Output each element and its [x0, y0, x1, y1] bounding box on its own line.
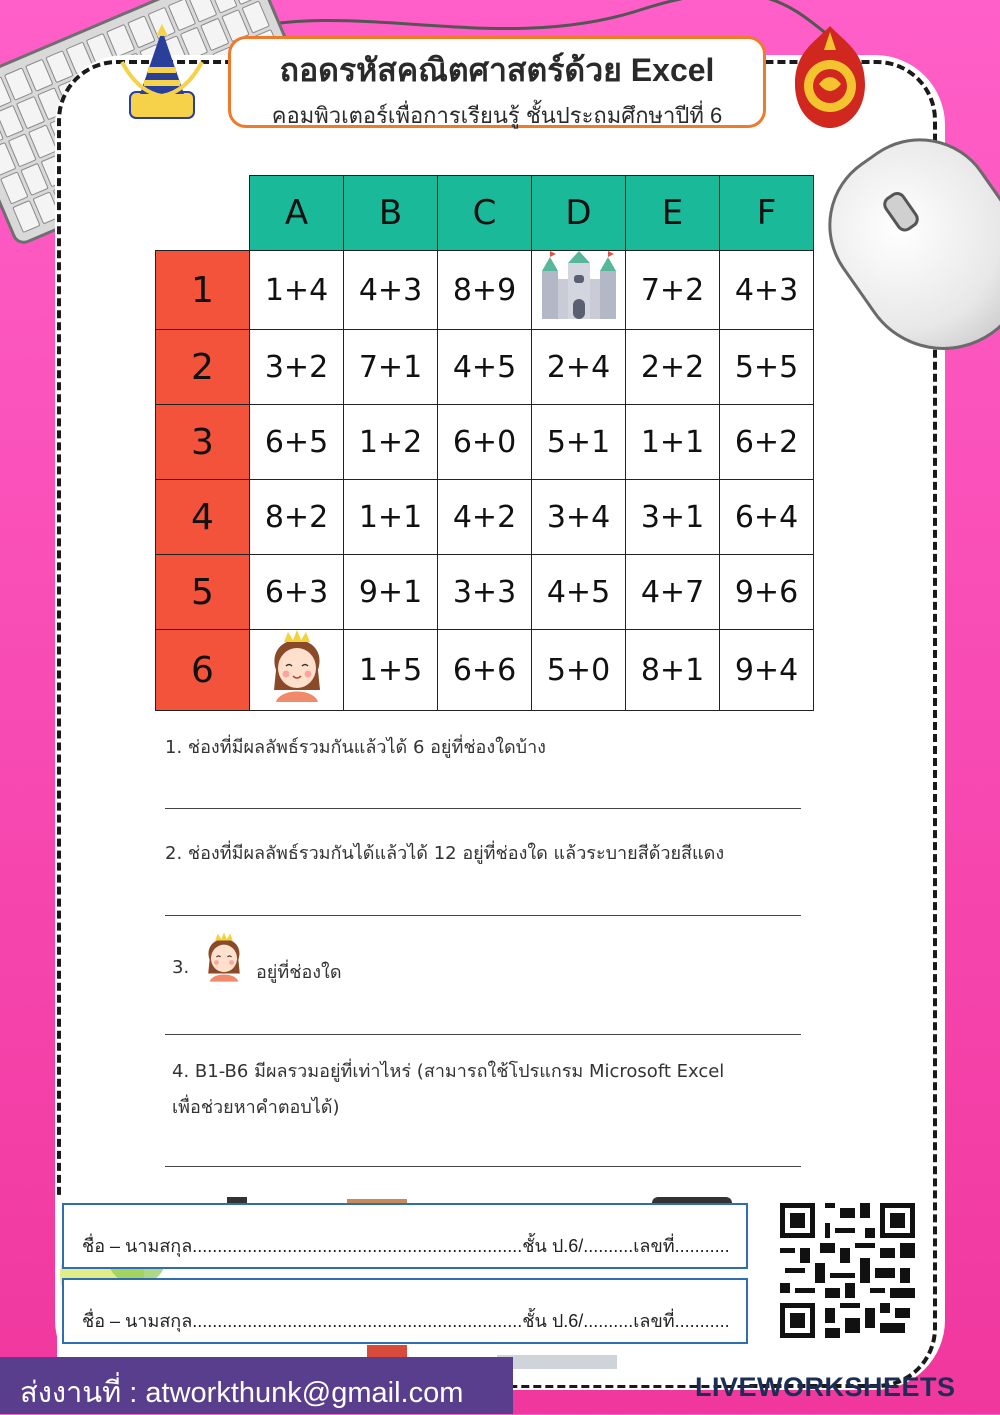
grid-cell[interactable]: 6+0: [438, 405, 532, 480]
grid-cell[interactable]: 9+6: [720, 555, 814, 630]
liveworksheets-brand: LIVEWORKSHEETS: [695, 1372, 956, 1402]
grid-cell-castle[interactable]: [532, 251, 626, 330]
grid-cell[interactable]: 9+4: [720, 630, 814, 711]
grid-cell[interactable]: 1+4: [250, 251, 344, 330]
grid-cell[interactable]: 1+1: [626, 405, 720, 480]
grid-cell[interactable]: 2+4: [532, 330, 626, 405]
grid-cell[interactable]: 1+2: [344, 405, 438, 480]
column-header: F: [720, 176, 814, 251]
grid-cell[interactable]: 4+5: [532, 555, 626, 630]
grid-cell[interactable]: 1+5: [344, 630, 438, 711]
grid-cell[interactable]: 6+6: [438, 630, 532, 711]
grid-cell[interactable]: 5+0: [532, 630, 626, 711]
question-3-text: อยู่ที่ช่องใด: [256, 962, 342, 983]
name-field-1[interactable]: ชื่อ – นามสกุล..................................................................ชั้น ป.6/..........เลขที่...........: [62, 1203, 748, 1269]
grid-cell[interactable]: 3+3: [438, 555, 532, 630]
grid-cell[interactable]: 6+5: [250, 405, 344, 480]
row-header: 2: [156, 330, 250, 405]
answer-line-2[interactable]: [165, 915, 801, 916]
row-header: 5: [156, 555, 250, 630]
grid-cell[interactable]: 4+7: [626, 555, 720, 630]
question-4-line-2: เพื่อช่วยหาคำตอบได้): [172, 1097, 340, 1118]
column-header: B: [344, 176, 438, 251]
page-title: ถอดรหัสคณิตศาสตร์ด้วย Excel: [279, 52, 715, 88]
princess-icon: [262, 630, 332, 702]
princess-icon: [200, 928, 248, 986]
column-header: A: [250, 176, 344, 251]
row-header: 3: [156, 405, 250, 480]
grid-cell[interactable]: 6+4: [720, 480, 814, 555]
answer-line-3[interactable]: [165, 1034, 801, 1035]
row-header: 4: [156, 480, 250, 555]
ministry-seal-icon: [785, 22, 875, 132]
grid-cell[interactable]: 6+2: [720, 405, 814, 480]
question-4-line-1: 4. B1-B6 มีผลรวมอยู่ที่เท่าไหร่ (สามารถใช้โปรแกรม Microsoft Excel: [172, 1061, 725, 1082]
answer-line-4[interactable]: [165, 1166, 801, 1167]
grid-cell[interactable]: 4+2: [438, 480, 532, 555]
castle-icon: [536, 251, 622, 321]
name-field-2[interactable]: ชื่อ – นามสกุล..................................................................ชั้น ป.6/..........เลขที่...........: [62, 1278, 748, 1344]
grid-cell[interactable]: 8+9: [438, 251, 532, 330]
excel-grid: [155, 175, 814, 711]
question-1: 1. ช่องที่มีผลลัพธ์รวมกันแล้วได้ 6 อยู่ที่ช่องใดบ้าง: [165, 737, 546, 758]
grid-cell[interactable]: 9+1: [344, 555, 438, 630]
page-subtitle: คอมพิวเตอร์เพื่อการเรียนรู้ ชั้นประถมศึกษาปีที่ 6: [271, 103, 723, 128]
qr-code-icon: [780, 1203, 915, 1338]
send-to-email: ส่งงานที่ : atworkthunk@gmail.com: [0, 1357, 513, 1414]
grid-cell[interactable]: 7+2: [626, 251, 720, 330]
grid-cell-princess[interactable]: [250, 630, 344, 711]
answer-line-1[interactable]: [165, 808, 801, 809]
column-header: D: [532, 176, 626, 251]
title-box: [228, 36, 766, 128]
grid-cell[interactable]: 3+2: [250, 330, 344, 405]
grid-cell[interactable]: 3+4: [532, 480, 626, 555]
grid-cell[interactable]: 4+5: [438, 330, 532, 405]
row-header: 6: [156, 630, 250, 711]
school-logo-icon: [118, 22, 206, 122]
grid-cell[interactable]: 8+2: [250, 480, 344, 555]
grid-cell[interactable]: 1+1: [344, 480, 438, 555]
grid-cell[interactable]: 8+1: [626, 630, 720, 711]
question-2: 2. ช่องที่มีผลลัพธ์รวมกันได้แล้วได้ 12 อยู่ที่ช่องใด แล้วระบายสีด้วยสีแดง: [165, 843, 725, 864]
grid-cell[interactable]: 5+5: [720, 330, 814, 405]
grid-cell[interactable]: 2+2: [626, 330, 720, 405]
grid-cell[interactable]: 4+3: [720, 251, 814, 330]
grid-cell[interactable]: 7+1: [344, 330, 438, 405]
grid-cell[interactable]: 4+3: [344, 251, 438, 330]
question-3-number: 3.: [172, 957, 190, 978]
grid-cell[interactable]: 5+1: [532, 405, 626, 480]
grid-cell[interactable]: 6+3: [250, 555, 344, 630]
grid-corner: [156, 176, 250, 251]
column-header: C: [438, 176, 532, 251]
grid-cell[interactable]: 3+1: [626, 480, 720, 555]
column-header: E: [626, 176, 720, 251]
row-header: 1: [156, 251, 250, 330]
